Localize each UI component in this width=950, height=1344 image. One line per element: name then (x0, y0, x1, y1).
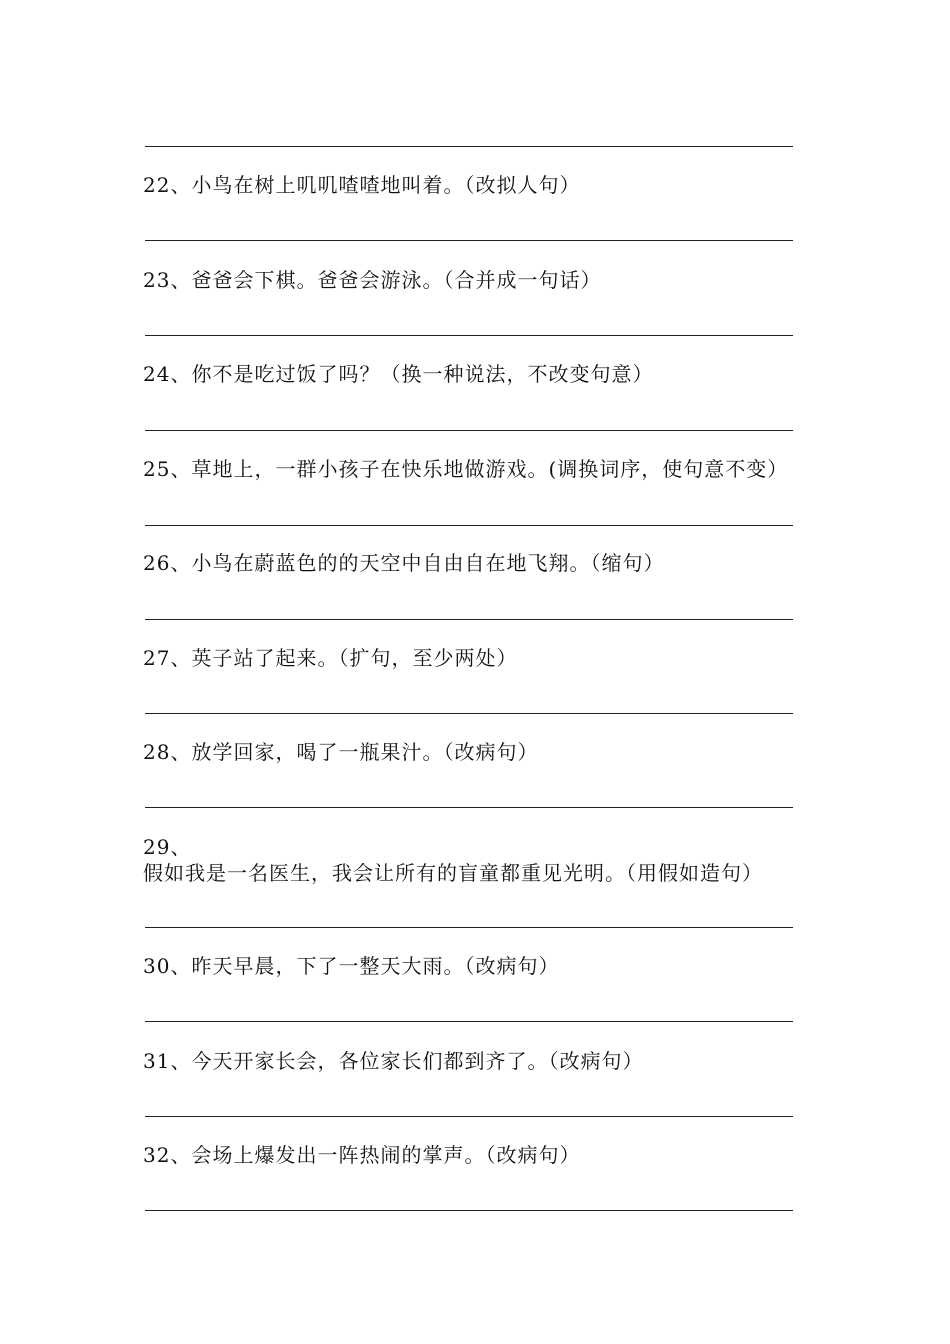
question-text: 假如我是一名医生，我会让所有的盲童都重见光明。（用假如造句） (143, 861, 763, 885)
question-26 (143, 550, 811, 576)
question-25 (143, 456, 811, 482)
question-number: 25、 (143, 457, 192, 481)
question-number: 23、 (143, 268, 192, 292)
question-text: 爸爸会下棋。爸爸会游泳。（合并成一句话） (191, 268, 602, 292)
answer-line-22 (145, 240, 793, 241)
answer-line-26 (145, 619, 793, 620)
question-number: 22、 (143, 173, 192, 197)
question-23 (143, 267, 811, 293)
question-text: 你不是吃过饭了吗？（换一种说法，不改变句意） (191, 362, 654, 386)
question-text: 小鸟在树上叽叽喳喳地叫着。（改拟人句） (191, 173, 581, 197)
question-text: 昨天早晨，下了一整天大雨。（改病句） (191, 954, 560, 978)
answer-line-27 (145, 713, 793, 714)
question-text: 英子站了起来。（扩句，至少两处） (191, 646, 518, 670)
answer-line-29 (145, 927, 793, 928)
answer-line-24 (145, 430, 793, 431)
question-text: 放学回家，喝了一瓶果汁。（改病句） (191, 740, 539, 764)
question-31 (143, 1048, 811, 1074)
question-text: 小鸟在蔚蓝色的的天空中自由自在地飞翔。（缩句） (191, 551, 665, 575)
question-number: 27、 (143, 646, 192, 670)
question-number: 30、 (143, 954, 192, 978)
question-number: 24、 (143, 362, 192, 386)
answer-line-28 (145, 807, 793, 808)
question-27 (143, 645, 811, 671)
question-number: 26、 (143, 551, 192, 575)
answer-line-25 (145, 525, 793, 526)
answer-line-31 (145, 1116, 793, 1117)
question-number: 31、 (143, 1049, 192, 1073)
answer-line-23 (145, 335, 793, 336)
question-number: 32、 (143, 1143, 192, 1167)
question-29 (143, 834, 811, 886)
question-number: 29、 (143, 835, 192, 859)
question-24 (143, 361, 811, 387)
question-text: 今天开家长会，各位家长们都到齐了。（改病句） (191, 1049, 644, 1073)
answer-line-30 (145, 1021, 793, 1022)
question-30 (143, 953, 811, 979)
question-22 (143, 172, 811, 198)
question-text: 草地上，一群小孩子在快乐地做游戏。(调换词序，使句意不变） (191, 457, 789, 481)
question-number: 28、 (143, 740, 192, 764)
question-text: 会场上爆发出一阵热闹的掌声。（改病句） (191, 1143, 581, 1167)
question-32 (143, 1142, 811, 1168)
question-28 (143, 739, 811, 765)
answer-line-32 (145, 1210, 793, 1211)
answer-line (145, 146, 793, 147)
